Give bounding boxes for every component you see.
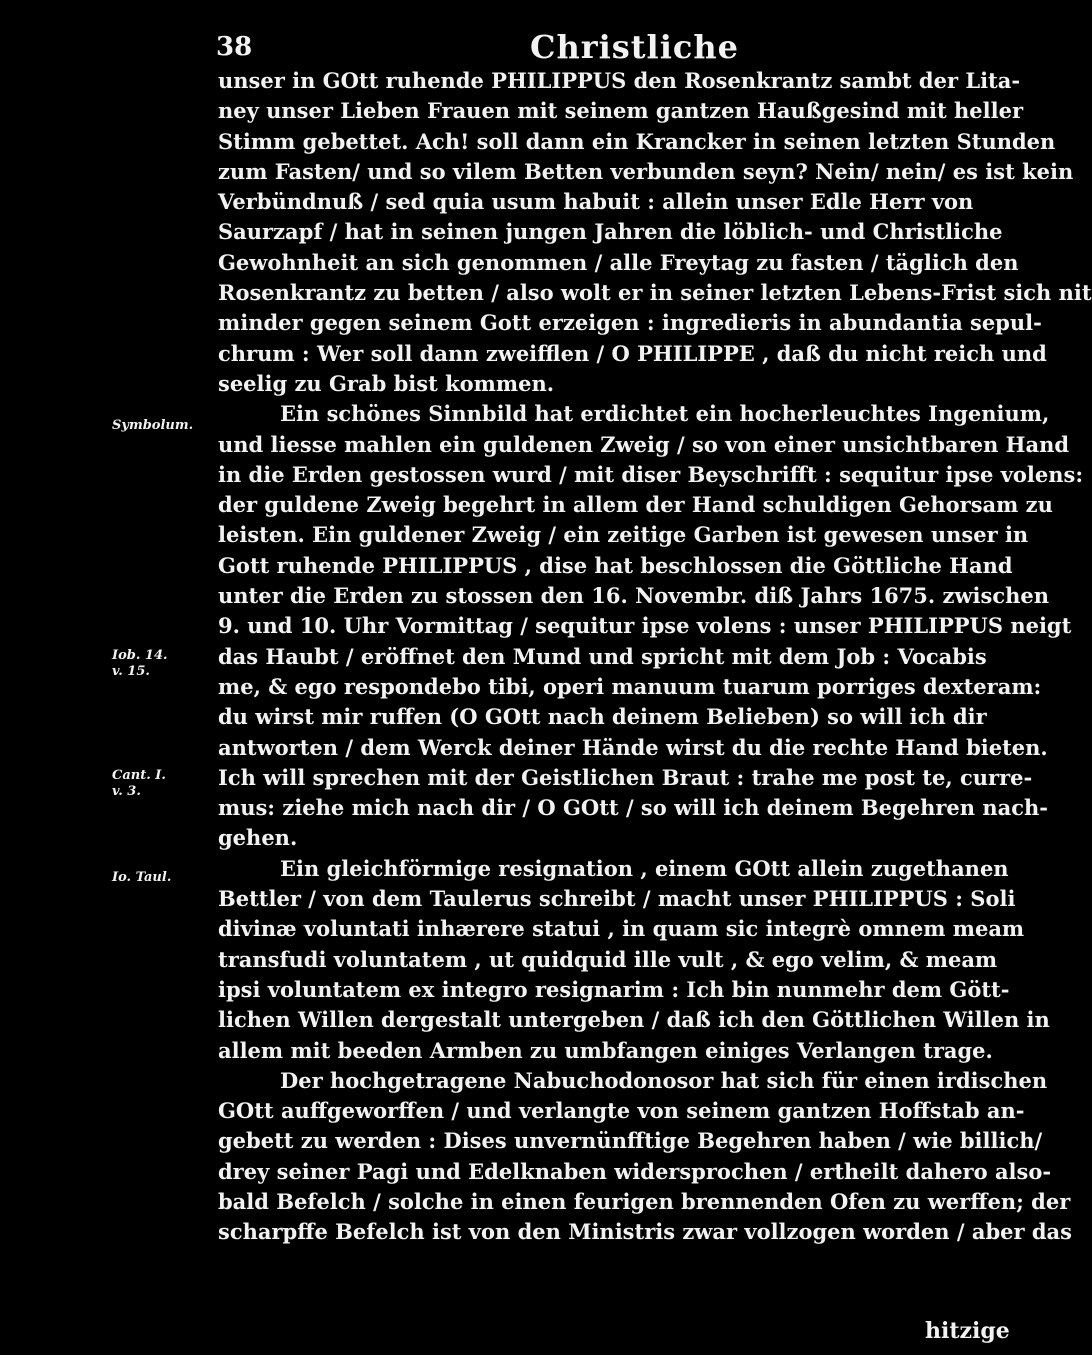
text-line: allem mit beeden Armben zu umbfangen einiges Verlangen trage. <box>218 1037 993 1063</box>
text-line: Verbündnuß / sed quia usum habuit : allein unser Edle Herr von <box>218 189 974 215</box>
page-number: 38 <box>216 32 253 62</box>
margin-note-symbolum: Symbolum. <box>112 418 194 433</box>
text-line: Rosenkrantz zu betten / also wolt er in seiner letzten Lebens-Frist sich nit <box>218 280 1092 306</box>
text-line: Ich will sprechen mit der Geistlichen Braut : trahe me post te, curre- <box>218 764 1033 790</box>
running-head: Christliche <box>530 28 739 66</box>
text-line: das Haubt / eröffnet den Mund und spricht mit dem Job : Vocabis <box>218 643 987 669</box>
text-line: drey seiner Pagi und Edelknaben widersprochen / ertheilt dahero also- <box>218 1158 1052 1184</box>
margin-note-canticum: Cant. I. v. 3. <box>112 768 166 799</box>
margin-note-job: Iob. 14. v. 15. <box>112 648 168 679</box>
text-line: antworten / dem Werck deiner Hände wirst du die rechte Hand bieten. <box>218 734 1048 760</box>
text-line: lichen Willen dergestalt untergeben / daß ich den Göttlichen Willen in <box>218 1007 1050 1033</box>
page-header <box>210 22 1000 70</box>
text-line: bald Befelch / solche in einen feurigen brennenden Ofen zu werffen; der <box>218 1188 1071 1214</box>
text-line: leisten. Ein guldener Zweig / ein zeitige Garben ist gewesen unser in <box>218 522 1029 548</box>
text-line: Saurzapf / hat in seinen jungen Jahren die löblich- und Christliche <box>218 219 1003 245</box>
text-line: mus: ziehe mich nach dir / O GOtt / so will ich deinem Begehren nach- <box>218 795 1048 821</box>
text-line: unter die Erden zu stossen den 16. Novembr. diß Jahrs 1675. zwischen <box>218 583 1050 609</box>
text-line: Gott ruhende PHILIPPUS , dise hat beschlossen die Göttliche Hand <box>218 552 1013 578</box>
text-line: seelig zu Grab bist kommen. <box>218 370 555 396</box>
text-line: unser in GOtt ruhende PHILIPPUS den Rosenkrantz sambt der Lita- <box>218 68 1021 93</box>
text-line: Der hochgetragene Nabuchodonosor hat sich für einen irdischen <box>280 1067 1048 1093</box>
text-line: transfudi voluntatem , ut quidquid ille vult , & ego velim, & meam <box>218 946 998 972</box>
text-line: me, & ego respondebo tibi, operi manuum tuarum porriges dexteram: <box>218 673 1042 699</box>
text-line: Stimm gebettet. Ach! soll dann ein Krancker in seinen letzten Stunden <box>218 128 1056 154</box>
margin-note-tauler: Io. Taul. <box>112 870 172 885</box>
text-line: ipsi voluntatem ex integro resignarim : Ich bin nunmehr dem Gött- <box>218 976 1010 1002</box>
text-line: und liesse mahlen ein guldenen Zweig / so von einer unsichtbaren Hand <box>218 431 1070 457</box>
text-line: Ein schönes Sinnbild hat erdichtet ein hocherleuchtes Ingenium, <box>280 401 1050 427</box>
text-line: chrum : Wer soll dann zweifflen / O PHILIPPE , daß du nicht reich und <box>218 340 1047 366</box>
text-line: GOtt auffgeworffen / und verlangte von seinem gantzen Hoffstab an- <box>218 1098 1025 1124</box>
text-line: der guldene Zweig begehrt in allem der Hand schuldigen Gehorsam zu <box>218 492 1053 518</box>
text-line: 9. und 10. Uhr Vormittag / sequitur ipse volens : unser PHILIPPUS neigt <box>218 613 1072 639</box>
text-line: divinæ voluntati inhærere statui , in quam sic integrè omnem meam <box>218 916 1025 942</box>
text-line: minder gegen seinem Gott erzeigen : ingredieris in abundantia sepul- <box>218 310 1042 336</box>
margin-notes <box>0 0 210 1355</box>
body-text <box>218 66 1092 1248</box>
text-line: du wirst mir ruffen (O GOtt nach deinem Belieben) so will ich dir <box>218 704 987 730</box>
text-line: ney unser Lieben Frauen mit seinem gantzen Haußgesind mit heller <box>218 98 1024 124</box>
text-line: zum Fasten/ und so vilem Betten verbunden seyn? Nein/ nein/ es ist kein <box>218 158 1074 184</box>
text-line: Gewohnheit an sich genommen / alle Freytag zu fasten / täglich den <box>218 249 1019 275</box>
text-line: Bettler / von dem Taulerus schreibt / macht unser PHILIPPUS : Soli <box>218 886 1016 912</box>
text-line: in die Erden gestossen wurd / mit diser Beyschrifft : sequitur ipse volens: <box>218 461 1084 487</box>
text-line: gehen. <box>218 825 298 851</box>
text-line: scharpffe Befelch ist von den Ministris zwar vollzogen worden / aber das <box>218 1219 1072 1245</box>
text-line: Ein gleichförmige resignation , einem GOtt allein zugethanen <box>280 855 1009 881</box>
text-line: gebett zu werden : Dises unvernünfftige Begehren haben / wie billich/ <box>218 1128 1043 1154</box>
catchword: hitzige <box>925 1318 1010 1344</box>
